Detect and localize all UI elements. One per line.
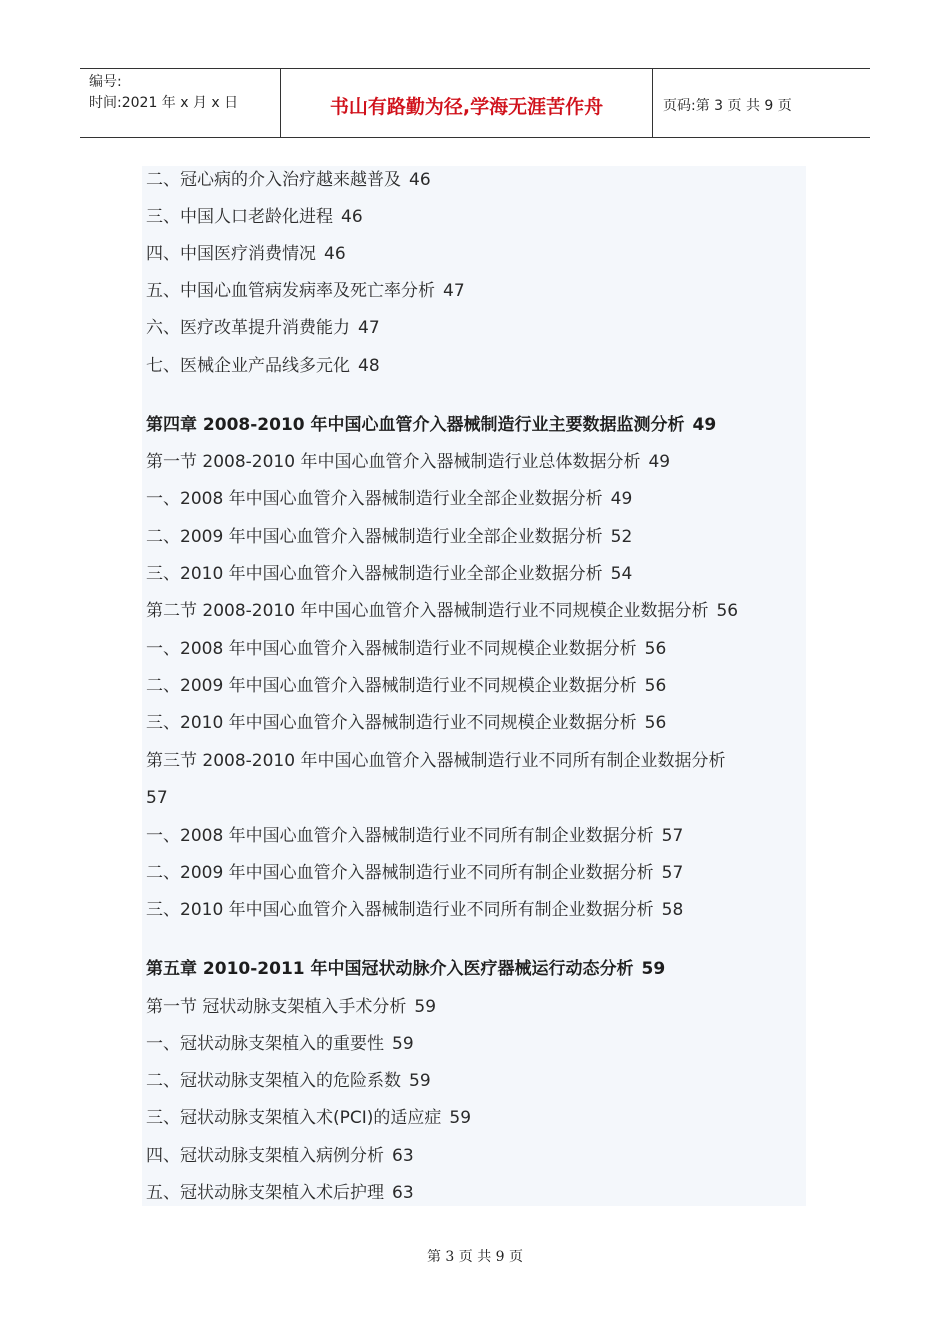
toc-entry-page-number: 46: [409, 170, 431, 190]
toc-entry: [146, 786, 168, 810]
toc-entry: [146, 1181, 414, 1205]
toc-entry-page-number: 52: [610, 527, 633, 547]
toc-entry-title: 二、2009 年中国心血管介入器械制造行业不同所有制企业数据分析: [146, 863, 654, 883]
toc-entry-title: 第一节 冠状动脉支架植入手术分析: [146, 997, 407, 1017]
toc-entry: [146, 599, 738, 623]
toc-entry-title: 第二节 2008-2010 年中国心血管介入器械制造行业不同规模企业数据分析: [146, 601, 709, 621]
toc-entry: [146, 354, 380, 378]
toc-entry-title: 第五章 2010-2011 年中国冠状动脉介入医疗器械运行动态分析: [146, 959, 634, 979]
toc-entry-page-number: 59: [449, 1108, 472, 1128]
toc-entry-page-number: 63: [392, 1146, 414, 1166]
toc-entry: [146, 861, 683, 885]
toc-entry: [146, 168, 431, 192]
toc-entry: [146, 1106, 471, 1130]
toc-entry-title: 一、冠状动脉支架植入的重要性: [146, 1034, 384, 1054]
toc-entry-page-number: 47: [443, 281, 465, 301]
toc-entry-page-number: 59: [409, 1071, 431, 1091]
header-motto: 书山有路勤为径,学海无涯苦作舟: [281, 69, 653, 137]
toc-entry-page-number: 59: [414, 997, 437, 1017]
toc-chapter-heading: [146, 413, 716, 437]
toc-entry: [146, 205, 363, 229]
toc-entry-title: 四、冠状动脉支架植入病例分析: [146, 1146, 384, 1166]
toc-entry-title: 三、2010 年中国心血管介入器械制造行业不同所有制企业数据分析: [146, 900, 654, 920]
toc-entry-title: 四、中国医疗消费情况: [146, 244, 316, 264]
toc-entry: [146, 898, 683, 922]
toc-entry-title: 三、冠状动脉支架植入术(PCI)的适应症: [146, 1108, 442, 1128]
toc-entry: [146, 562, 632, 586]
toc-entry-title: 五、中国心血管病发病率及死亡率分析: [146, 281, 435, 301]
toc-entry: [146, 316, 380, 340]
toc-entry-title: 五、冠状动脉支架植入术后护理: [146, 1183, 384, 1203]
page-footer: 第 3 页 共 9 页: [426, 1249, 524, 1265]
toc-entry-page-number: 49: [692, 415, 717, 435]
toc-entry-title: 三、2010 年中国心血管介入器械制造行业全部企业数据分析: [146, 564, 603, 584]
toc-entry: [146, 1032, 414, 1056]
document-number-label: 编号:: [89, 74, 122, 90]
toc-entry: [146, 749, 725, 773]
document-date: 时间:2021 年 x 月 x 日: [89, 95, 239, 111]
toc-entry: [146, 1069, 431, 1093]
toc-entry: [146, 525, 632, 549]
toc-entry: [146, 674, 666, 698]
toc-entry-page-number: 58: [661, 900, 684, 920]
toc-entry-page-number: 54: [610, 564, 633, 584]
toc-entry: [146, 487, 632, 511]
toc-entry-page-number: 46: [341, 207, 363, 227]
toc-entry-page-number: 48: [358, 356, 380, 376]
toc-entry: [146, 242, 346, 266]
toc-entry: [146, 824, 683, 848]
toc-entry-page-number: 46: [324, 244, 346, 264]
toc-entry: [146, 637, 666, 661]
toc-entry-title: 三、2010 年中国心血管介入器械制造行业不同规模企业数据分析: [146, 713, 637, 733]
toc-entry: [146, 995, 436, 1019]
toc-entry-page-number: 63: [392, 1183, 414, 1203]
toc-entry-page-number: 56: [644, 713, 667, 733]
header-meta: [80, 69, 281, 137]
toc-entry-page-number: 59: [641, 959, 666, 979]
toc-entry-title: 第三节 2008-2010 年中国心血管介入器械制造行业不同所有制企业数据分析: [146, 751, 726, 771]
toc-entry-title: 二、2009 年中国心血管介入器械制造行业全部企业数据分析: [146, 527, 603, 547]
toc-entry: [146, 450, 670, 474]
page-header: [80, 68, 870, 138]
toc-entry-title: 第一节 2008-2010 年中国心血管介入器械制造行业总体数据分析: [146, 452, 641, 472]
toc-entry-page-number: 59: [392, 1034, 414, 1054]
toc-entry-page-number: 56: [716, 601, 739, 621]
toc-entry-title: 一、2008 年中国心血管介入器械制造行业全部企业数据分析: [146, 489, 603, 509]
toc-entry: [146, 711, 666, 735]
toc-entry-title: 一、2008 年中国心血管介入器械制造行业不同所有制企业数据分析: [146, 826, 654, 846]
toc-entry-page-number: 57: [661, 863, 684, 883]
toc-entry: [146, 1144, 414, 1168]
toc-entry-title: 57: [146, 788, 168, 808]
toc-entry-title: 二、冠状动脉支架植入的危险系数: [146, 1071, 401, 1091]
toc-entry-title: 七、医械企业产品线多元化: [146, 356, 350, 376]
toc-entry-page-number: 56: [644, 676, 667, 696]
toc-entry-title: 二、2009 年中国心血管介入器械制造行业不同规模企业数据分析: [146, 676, 637, 696]
toc-entry-page-number: 57: [661, 826, 684, 846]
toc-entry-title: 六、医疗改革提升消费能力: [146, 318, 350, 338]
table-of-contents: [142, 166, 806, 1206]
toc-entry-title: 三、中国人口老龄化进程: [146, 207, 333, 227]
header-page-info: 页码:第 3 页 共 9 页: [663, 98, 792, 114]
toc-entry-title: 一、2008 年中国心血管介入器械制造行业不同规模企业数据分析: [146, 639, 637, 659]
toc-entry: [146, 279, 465, 303]
toc-entry-page-number: 47: [358, 318, 380, 338]
toc-entry-page-number: 49: [648, 452, 671, 472]
toc-chapter-heading: [146, 957, 665, 981]
toc-entry-page-number: 49: [610, 489, 633, 509]
toc-entry-title: 二、冠心病的介入治疗越来越普及: [146, 170, 401, 190]
toc-entry-title: 第四章 2008-2010 年中国心血管介入器械制造行业主要数据监测分析: [146, 415, 685, 435]
toc-entry-page-number: 56: [644, 639, 667, 659]
